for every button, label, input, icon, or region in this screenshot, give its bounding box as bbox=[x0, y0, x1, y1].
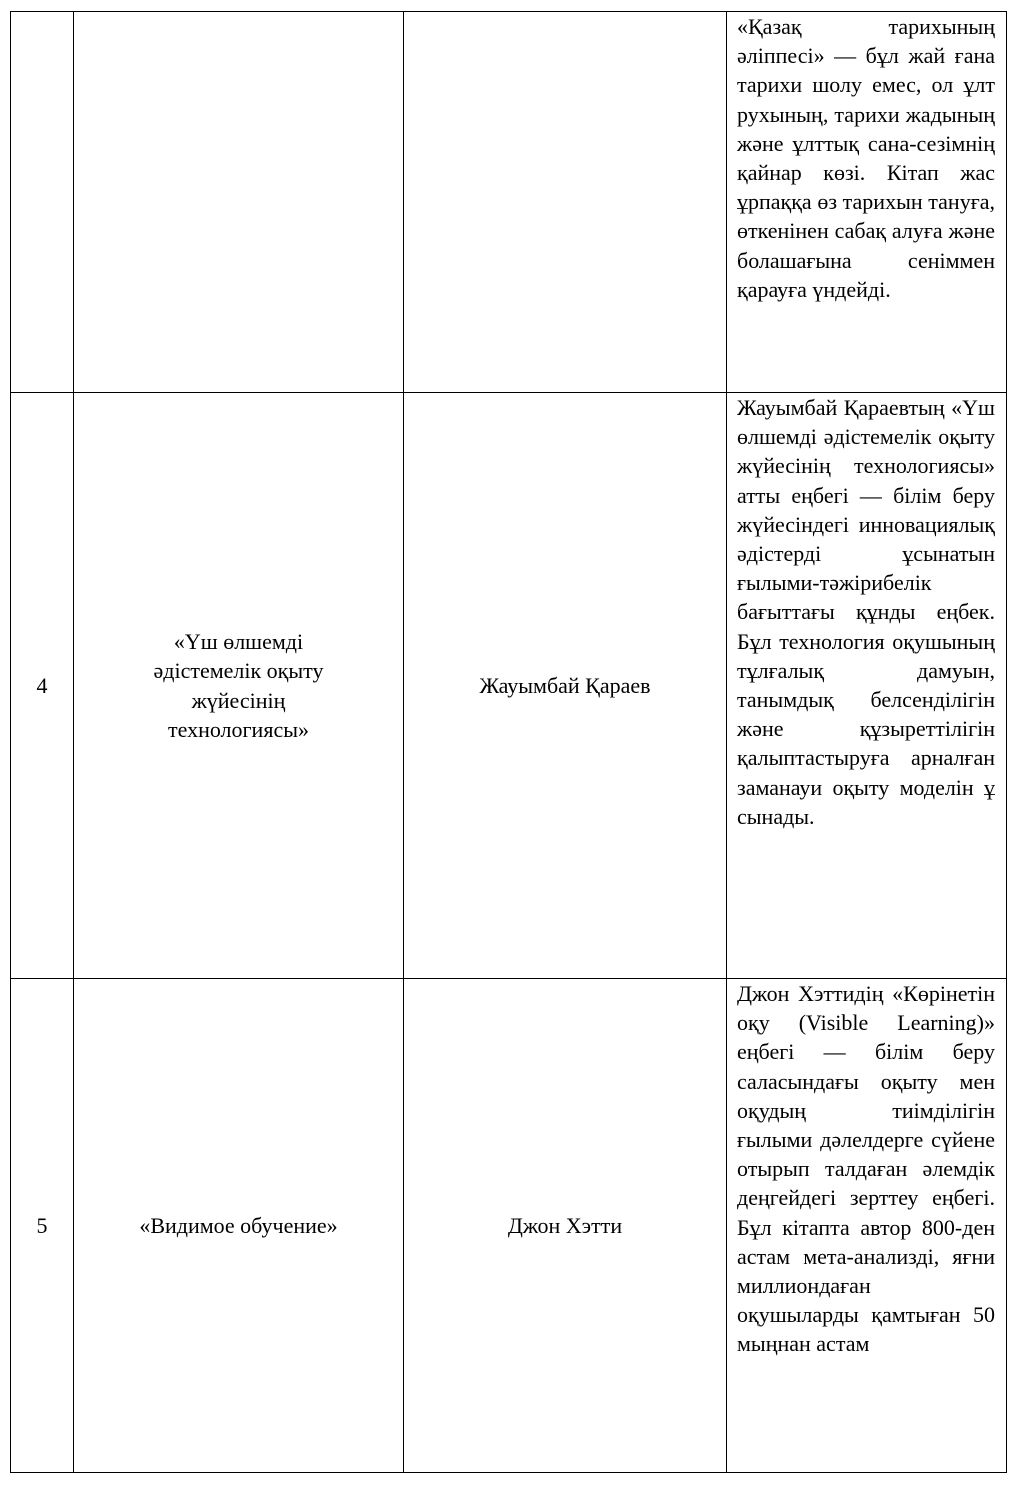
row-number-cell: 4 bbox=[11, 393, 74, 979]
description-text: Жауымбай Қараевтың «Үш өлшемді әдістемелік оқыту жүйесінің технологиясы» атты еңбегі — білім беру жүйесіндегі инновациялық әдістерді ұсынатын ғылыми-тәжірибелік бағыттағы құнды еңбек. Бұл технология оқушының тұлғалық дамуын, танымдық белсенділігін және құзыреттілігін қалыптастыруға арналған заманауи оқыту моделін ұ сынады. bbox=[737, 395, 995, 829]
table-row bbox=[11, 12, 1007, 393]
description-cell bbox=[727, 393, 1007, 979]
description-cell bbox=[727, 979, 1007, 1473]
table-row bbox=[11, 393, 1007, 979]
book-title-cell bbox=[74, 12, 404, 393]
description-cell bbox=[727, 12, 1007, 393]
table-row bbox=[11, 979, 1007, 1473]
author-cell: Джон Хэтти bbox=[404, 979, 727, 1473]
row-number-cell bbox=[11, 12, 74, 393]
description-text: «Қазақ тарихының әліппесі» — бұл жай ғана тарихи шолу емес, ол ұлт рухының, тарихи жадының және ұлттық сана-сезімнің қайнар көзі. Кітап жас ұрпаққа өз тарихын тануға, өткенінен сабақ алуға және болашағына сеніммен қарауға үндейді. bbox=[737, 14, 995, 302]
book-title-cell: «Видимое обучение» bbox=[74, 979, 404, 1473]
row-number-cell: 5 bbox=[11, 979, 74, 1473]
book-title-cell: «Үш өлшемді әдістемелік оқыту жүйесінің технологиясы» bbox=[74, 393, 404, 979]
author-cell bbox=[404, 12, 727, 393]
description-text: Джон Хэттидің «Көрінетін оқу (Visible Learning)» еңбегі — білім беру саласындағы оқыту мен оқудың тиімділігін ғылыми дәлелдерге сүйене отырып талдаған әлемдік деңгейдегі зерттеу еңбегі. Бұл кітапта автор 800-ден астам мета-анализді, яғни миллиондаған оқушыларды қамтыған 50 мыңнан астам bbox=[737, 981, 995, 1357]
author-cell: Жауымбай Қараев bbox=[404, 393, 727, 979]
document-table bbox=[10, 11, 1007, 1473]
